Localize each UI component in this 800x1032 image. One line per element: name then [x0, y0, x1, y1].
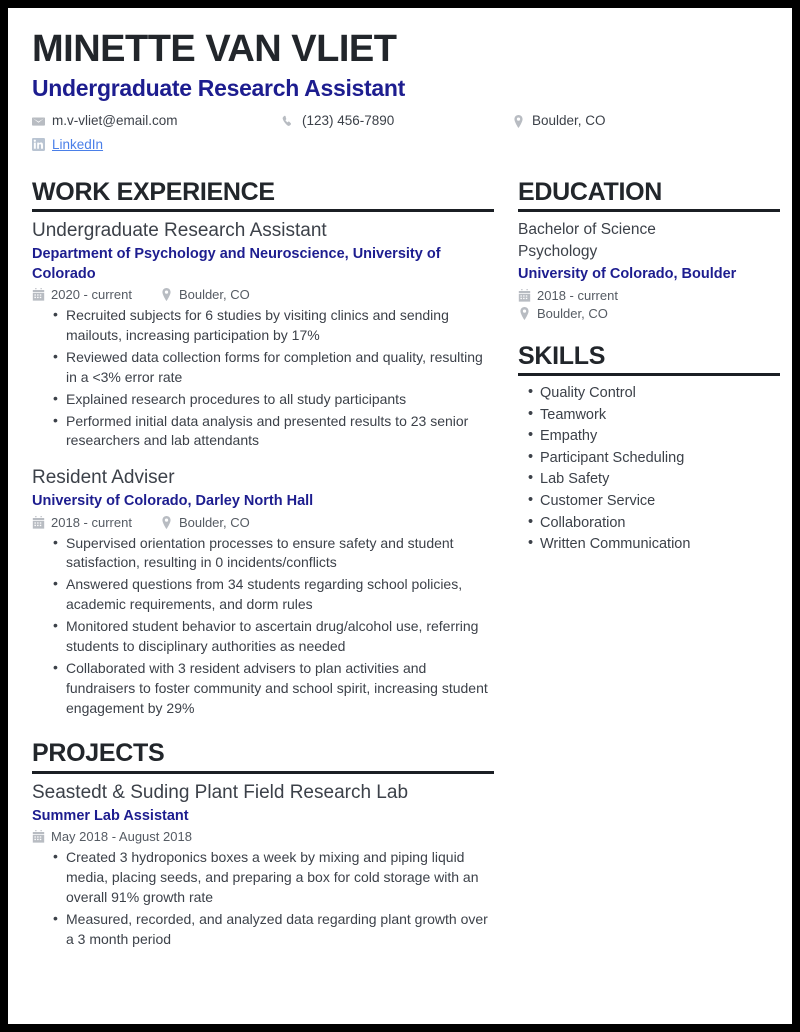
envelope-icon [32, 115, 45, 128]
work-entry [32, 466, 494, 718]
calendar-icon [32, 288, 45, 301]
work-entry-role: Resident Adviser [32, 467, 175, 489]
bullet-item: • Explained research procedures to all study participants [66, 390, 494, 410]
bullet-item: • Recruited subjects for 6 studies by visiting clinics and sending mailouts, increasing participation by 17% [66, 306, 494, 346]
work-entry-organization: Department of Psychology and Neuroscience, University of Colorado [32, 246, 441, 282]
work-entry-location-text: Boulder, CO [178, 514, 250, 530]
education-degree: Bachelor of Science [518, 221, 656, 239]
skill-item: • Written Communication [540, 534, 780, 555]
bullet-item: • Collaborated with 3 resident advisers to plan activities and fundraisers to foster community and school spirit, increasing student engagement by 29% [66, 659, 494, 719]
calendar-icon [32, 516, 45, 529]
section-skills [518, 343, 780, 555]
candidate-name: MINETTE VAN VLIET [32, 28, 397, 70]
project-entry-dates-text: May 2018 - August 2018 [51, 829, 192, 845]
contact-email-text: m.v-vliet@email.com [52, 113, 178, 129]
skill-item: • Empathy [540, 426, 780, 447]
work-entry-organization: University of Colorado, Darley North Hall [32, 492, 314, 509]
location-pin-icon [160, 288, 173, 301]
section-title-projects: PROJECTS [32, 739, 165, 768]
project-entry-meta [32, 829, 494, 844]
bullet-item: • Measured, recorded, and analyzed data regarding plant growth over a 3 month period [66, 910, 494, 950]
work-entry-dates-text: 2018 - current [51, 514, 132, 530]
skill-item: • Quality Control [540, 383, 780, 404]
contact-location [512, 113, 768, 129]
section-education [518, 179, 780, 321]
education-field: Psychology [518, 243, 598, 261]
work-entry-bullets [32, 534, 494, 719]
location-pin-icon [518, 307, 531, 320]
skill-item: • Participant Scheduling [540, 448, 780, 469]
calendar-icon [518, 289, 531, 302]
skill-item: • Customer Service [540, 491, 780, 512]
contact-phone-text: (123) 456-7890 [302, 113, 395, 129]
work-entry-dates-text: 2020 - current [51, 287, 132, 303]
section-title-work-experience: WORK EXPERIENCE [32, 177, 275, 206]
section-title-education: EDUCATION [518, 177, 663, 206]
contact-info [32, 113, 768, 152]
contact-location-text: Boulder, CO [532, 113, 606, 129]
work-entry [32, 219, 494, 451]
work-entry-location [160, 287, 250, 302]
work-entry-role: Undergraduate Research Assistant [32, 220, 327, 242]
contact-linkedin[interactable] [32, 137, 282, 153]
project-entry-dates [32, 829, 192, 844]
contact-phone[interactable] [282, 113, 512, 129]
education-dates [518, 288, 780, 303]
education-location-text: Boulder, CO [537, 305, 608, 321]
skill-item: • Lab Safety [540, 469, 780, 490]
location-pin-icon [160, 516, 173, 529]
education-dates-text: 2018 - current [537, 287, 618, 303]
education-location [518, 306, 780, 321]
work-entry-location [160, 515, 250, 530]
bullet-item: • Performed initial data analysis and presented results to 23 senior researchers and lab attendants [66, 412, 494, 452]
skills-list [518, 383, 780, 555]
work-entry-meta [32, 287, 494, 302]
work-entry-dates [32, 287, 132, 302]
bullet-item: • Created 3 hydroponics boxes a week by mixing and piping liquid media, placing seeds, and preparing a box for cold storage with an overall 91% growth rate [66, 848, 494, 908]
project-entry-role: Summer Lab Assistant [32, 807, 189, 824]
work-entry-location-text: Boulder, CO [178, 287, 250, 303]
bullet-item: • Reviewed data collection forms for completion and quality, resulting in a <3% error rate [66, 348, 494, 388]
left-column [32, 179, 494, 950]
project-entry [32, 781, 494, 950]
location-pin-icon [512, 115, 525, 128]
resume-header [32, 30, 768, 153]
candidate-job-title: Undergraduate Research Assistant [32, 74, 406, 101]
contact-linkedin-text[interactable]: LinkedIn [52, 136, 104, 152]
project-entry-bullets [32, 848, 494, 949]
education-school: University of Colorado, Boulder [518, 266, 737, 283]
section-projects [32, 740, 494, 949]
calendar-icon [32, 830, 45, 843]
project-entry-name: Seastedt & Suding Plant Field Research Lab [32, 781, 409, 803]
section-work-experience [32, 179, 494, 719]
section-title-skills: SKILLS [518, 341, 606, 370]
contact-email[interactable] [32, 113, 282, 129]
bullet-item: • Supervised orientation processes to ensure safety and student satisfaction, resulting in 0 incidents/conflicts [66, 534, 494, 574]
linkedin-icon [32, 138, 45, 151]
phone-icon [282, 115, 295, 128]
work-entry-meta [32, 515, 494, 530]
resume-page [8, 8, 792, 1024]
skill-item: • Collaboration [540, 513, 780, 534]
work-entry-dates [32, 515, 132, 530]
bullet-item: • Answered questions from 34 students regarding school policies, academic requirements, and dorm rules [66, 575, 494, 615]
right-column [518, 179, 780, 555]
skill-item: • Teamwork [540, 405, 780, 426]
bullet-item: • Monitored student behavior to ascertain drug/alcohol use, referring students to disciplinary authorities as needed [66, 617, 494, 657]
work-entry-bullets [32, 306, 494, 451]
resume-body [32, 179, 768, 950]
